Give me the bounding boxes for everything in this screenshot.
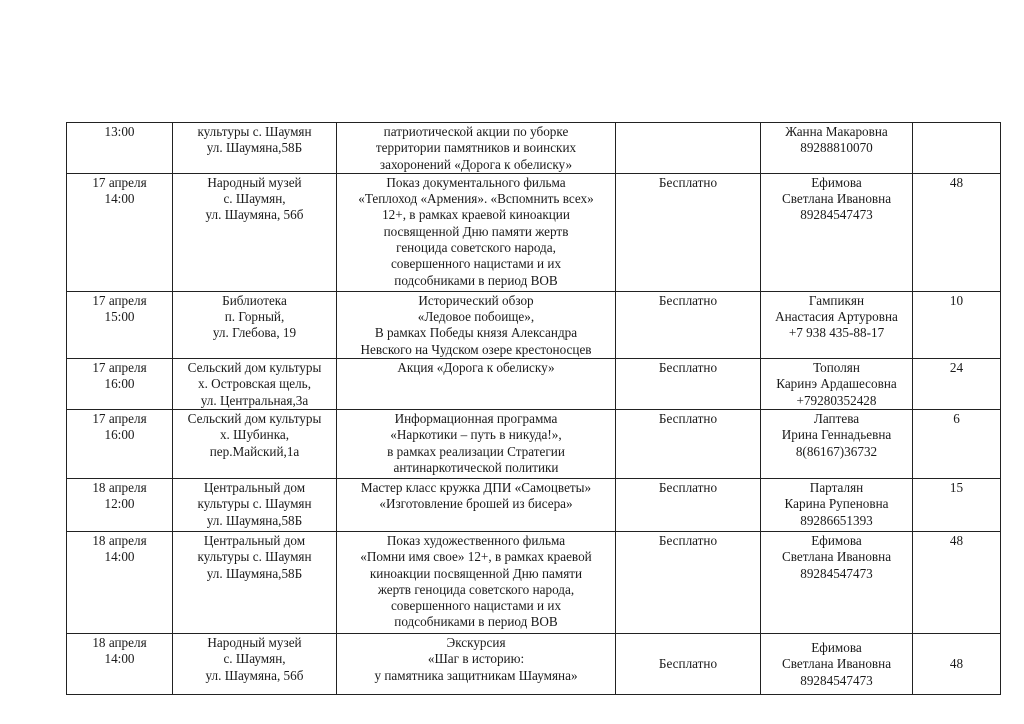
cell-date: 17 апреля 14:00 xyxy=(67,173,173,291)
cell-price: Бесплатно xyxy=(616,409,761,478)
cell-price: Бесплатно xyxy=(616,173,761,291)
cell-place: Центральный дом культуры с. Шаумян ул. Шаумяна,58Б xyxy=(173,531,337,633)
cell-count: 48 xyxy=(913,173,1001,291)
cell-place: Народный музей с. Шаумян, ул. Шаумяна, 56б xyxy=(173,633,337,694)
cell-price: Бесплатно xyxy=(616,478,761,531)
cell-date: 18 апреля 14:00 xyxy=(67,633,173,694)
cell-date: 17 апреля 15:00 xyxy=(67,291,173,358)
cell-contact: Лаптева Ирина Геннадьевна 8(86167)36732 xyxy=(761,409,913,478)
cell-count: 10 xyxy=(913,291,1001,358)
cell-count: 24 xyxy=(913,359,1001,410)
cell-place: культуры с. Шаумян ул. Шаумяна,58Б xyxy=(173,123,337,174)
cell-event: Информационная программа «Наркотики – путь в никуда!», в рамках реализации Стратегии антинаркотической политики xyxy=(337,409,616,478)
cell-event: Показ документального фильма «Теплоход «Армения». «Вспомнить всех» 12+, в рамках краевой киноакции посвященной Дню памяти жертв геноцида советского народа, совершенного нацистами и их подсобниками в период ВОВ xyxy=(337,173,616,291)
table-row xyxy=(67,633,1001,694)
cell-count xyxy=(913,123,1001,174)
cell-count: 15 xyxy=(913,478,1001,531)
cell-price xyxy=(616,123,761,174)
table-row xyxy=(67,409,1001,478)
cell-event: Исторический обзор «Ледовое побоище», В рамках Победы князя Александра Невского на Чудском озере крестоносцев xyxy=(337,291,616,358)
cell-date: 13:00 xyxy=(67,123,173,174)
cell-place: Центральный дом культуры с. Шаумян ул. Шаумяна,58Б xyxy=(173,478,337,531)
cell-contact: Ефимова Светлана Ивановна 89284547473 xyxy=(761,531,913,633)
cell-place: Сельский дом культуры х. Шубинка, пер.Майский,1а xyxy=(173,409,337,478)
cell-count: 6 xyxy=(913,409,1001,478)
table-row xyxy=(67,123,1001,174)
cell-contact: Гампикян Анастасия Артуровна +7 938 435-88-17 xyxy=(761,291,913,358)
cell-contact: Жанна Макаровна 89288810070 xyxy=(761,123,913,174)
table-row xyxy=(67,291,1001,358)
cell-contact: Ефимова Светлана Ивановна 89284547473 xyxy=(761,633,913,694)
cell-price: Бесплатно xyxy=(616,531,761,633)
table-row xyxy=(67,359,1001,410)
cell-event: патриотической акции по уборке территории памятников и воинских захоронений «Дорога к обелиску» xyxy=(337,123,616,174)
events-table xyxy=(66,122,1001,695)
cell-event: Экскурсия «Шаг в историю: у памятника защитникам Шаумяна» xyxy=(337,633,616,694)
cell-price: Бесплатно xyxy=(616,359,761,410)
cell-date: 18 апреля 14:00 xyxy=(67,531,173,633)
cell-event: Показ художественного фильма «Помни имя свое» 12+, в рамках краевой киноакции посвященной Дню памяти жертв геноцида советского народа, совершенного нацистами и их подсобниками в период ВОВ xyxy=(337,531,616,633)
cell-date: 18 апреля 12:00 xyxy=(67,478,173,531)
cell-count: 48 xyxy=(913,633,1001,694)
table-row xyxy=(67,173,1001,291)
cell-contact: Тополян Каринэ Ардашесовна +79280352428 xyxy=(761,359,913,410)
cell-event: Акция «Дорога к обелиску» xyxy=(337,359,616,410)
table-row xyxy=(67,478,1001,531)
cell-contact: Ефимова Светлана Ивановна 89284547473 xyxy=(761,173,913,291)
cell-count: 48 xyxy=(913,531,1001,633)
table-row xyxy=(67,531,1001,633)
cell-event: Мастер класс кружка ДПИ «Самоцветы» «Изготовление брошей из бисера» xyxy=(337,478,616,531)
cell-place: Сельский дом культуры х. Островская щель, ул. Центральная,3а xyxy=(173,359,337,410)
cell-place: Библиотека п. Горный, ул. Глебова, 19 xyxy=(173,291,337,358)
cell-place: Народный музей с. Шаумян, ул. Шаумяна, 56б xyxy=(173,173,337,291)
cell-contact: Парталян Карина Рупеновна 89286651393 xyxy=(761,478,913,531)
cell-date: 17 апреля 16:00 xyxy=(67,409,173,478)
cell-price: Бесплатно xyxy=(616,291,761,358)
cell-price: Бесплатно xyxy=(616,633,761,694)
cell-date: 17 апреля 16:00 xyxy=(67,359,173,410)
